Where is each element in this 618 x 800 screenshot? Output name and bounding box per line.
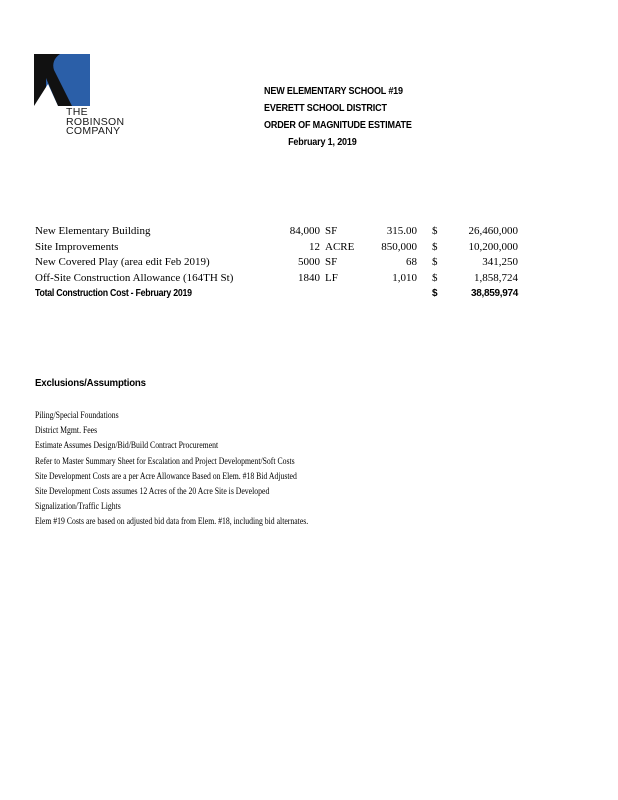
item-unit: SF bbox=[325, 256, 338, 268]
item-currency: $ bbox=[432, 256, 438, 268]
list-item: Signalization/Traffic Lights bbox=[35, 501, 121, 512]
logo-line-1: THE bbox=[66, 106, 88, 118]
item-rate: 68 bbox=[406, 256, 417, 268]
list-item: Estimate Assumes Design/Bid/Build Contract Procurement bbox=[35, 440, 219, 451]
item-currency: $ bbox=[432, 225, 438, 237]
robinson-logo-mark bbox=[34, 54, 90, 106]
table-row bbox=[0, 255, 618, 271]
total-row bbox=[0, 286, 618, 302]
item-quantity: 1840 bbox=[298, 271, 320, 284]
item-quantity: 12 bbox=[309, 240, 320, 253]
item-description: New Elementary Building bbox=[35, 225, 151, 237]
total-currency: $ bbox=[432, 288, 438, 299]
cost-table bbox=[0, 224, 618, 302]
estimate-date: February 1, 2019 bbox=[288, 136, 357, 148]
list-item: District Mgmt. Fees bbox=[35, 425, 98, 436]
item-rate: 850,000 bbox=[381, 240, 417, 253]
item-quantity: 5000 bbox=[298, 256, 320, 268]
list-item: Site Development Costs are a per Acre Allowance Based on Elem. #18 Bid Adjusted bbox=[35, 470, 297, 481]
logo-line-3: COMPANY bbox=[66, 125, 121, 137]
item-rate: 1,010 bbox=[392, 271, 417, 284]
logo-wordmark bbox=[66, 108, 166, 137]
document-header bbox=[264, 83, 412, 151]
item-description: Site Improvements bbox=[35, 240, 119, 253]
item-amount: 10,200,000 bbox=[468, 240, 518, 253]
exclusions-heading: Exclusions/Assumptions bbox=[35, 377, 146, 389]
item-currency: $ bbox=[432, 240, 438, 253]
item-currency: $ bbox=[432, 271, 438, 284]
list-item: Piling/Special Foundations bbox=[35, 410, 119, 420]
list-item: Refer to Master Summary Sheet for Escalation and Project Development/Soft Costs bbox=[35, 455, 295, 466]
total-description: Total Construction Cost - February 2019 bbox=[35, 288, 192, 299]
item-quantity: 84,000 bbox=[289, 225, 320, 237]
list-item: Site Development Costs assumes 12 Acres of the 20 Acre Site is Developed bbox=[35, 486, 270, 497]
table-row bbox=[0, 240, 618, 256]
project-title: NEW ELEMENTARY SCHOOL #19 bbox=[264, 85, 403, 97]
logo-line-2: ROBINSON bbox=[66, 115, 125, 128]
item-amount: 1,858,724 bbox=[474, 271, 518, 284]
item-amount: 341,250 bbox=[482, 256, 518, 268]
table-row bbox=[0, 224, 618, 240]
estimate-type: ORDER OF MAGNITUDE ESTIMATE bbox=[264, 119, 412, 131]
item-unit: LF bbox=[325, 271, 338, 284]
district-name: EVERETT SCHOOL DISTRICT bbox=[264, 102, 387, 114]
table-row bbox=[0, 271, 618, 287]
item-description: New Covered Play (area edit Feb 2019) bbox=[35, 256, 210, 268]
item-description: Off-Site Construction Allowance (164TH St) bbox=[35, 271, 234, 284]
item-rate: 315.00 bbox=[386, 225, 417, 237]
item-amount: 26,460,000 bbox=[468, 225, 518, 237]
item-unit: ACRE bbox=[325, 240, 355, 253]
exclusions-list bbox=[35, 408, 353, 530]
item-unit: SF bbox=[325, 225, 338, 237]
list-item: Elem #19 Costs are based on adjusted bid data from Elem. #18, including bid alternates. bbox=[35, 516, 309, 527]
total-amount: 38,859,974 bbox=[470, 288, 518, 299]
company-logo bbox=[34, 54, 146, 146]
